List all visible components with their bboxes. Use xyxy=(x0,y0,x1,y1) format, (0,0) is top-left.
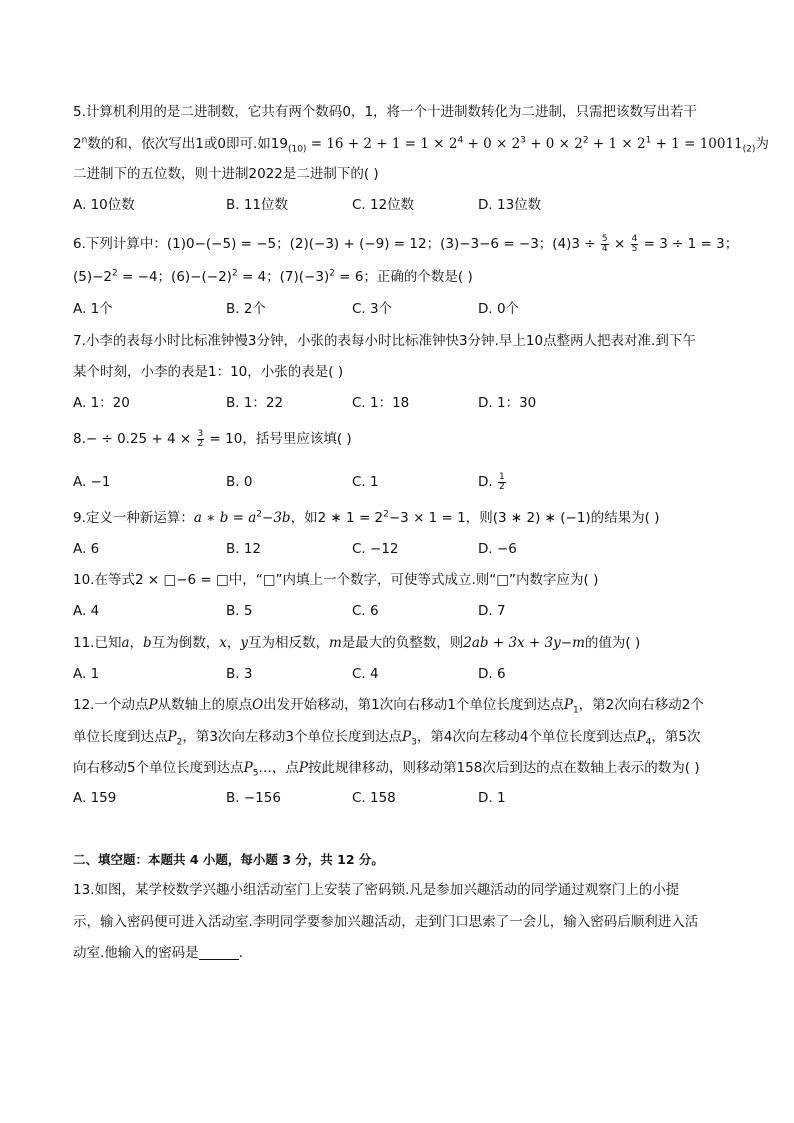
subscript: 5 xyxy=(252,768,259,779)
superscript: 2 xyxy=(256,509,263,520)
text: 8.− ÷ 0.25 + 4 × xyxy=(73,431,196,447)
text: 数的和，依次写出1或0即可.如19 xyxy=(87,136,288,152)
q5-line-1: 5.计算机利用的是二进制数，它共有两个数码0，1，将一个十进制数转化为二进制，只需把该数写出若干 xyxy=(73,104,698,120)
subscript: 3 xyxy=(411,737,417,748)
option-a: A. 4 xyxy=(73,603,100,619)
q12-options xyxy=(73,788,753,808)
text: 9.定义一种新运算： xyxy=(73,510,194,526)
variable: P xyxy=(402,729,412,745)
superscript: 2 xyxy=(383,509,389,520)
q13-line-3 xyxy=(73,943,734,963)
variable: P xyxy=(563,697,573,713)
denominator: 2 xyxy=(197,438,204,449)
variable: m xyxy=(328,635,342,651)
numerator: 4 xyxy=(631,233,638,244)
q12-line-1 xyxy=(73,695,734,715)
text: × xyxy=(609,236,630,252)
text: 互为相反数， xyxy=(247,635,329,651)
q10-options xyxy=(73,601,753,621)
variable: x xyxy=(219,635,227,651)
text: = 4；(7)(−3) xyxy=(237,269,330,285)
subscript: (2) xyxy=(742,144,756,155)
subscript: 1 xyxy=(572,705,579,716)
q6-options xyxy=(73,299,753,319)
variable: P xyxy=(298,760,309,776)
q11-line-1 xyxy=(73,633,734,653)
text: 6.下列计算中：(1)0−(−5) = −5；(2)(−3) + (−9) = 12；(3)−3−6 = −3；(4)3 ÷ xyxy=(73,236,600,252)
q8-line-1 xyxy=(73,429,734,449)
math: −3b xyxy=(262,510,291,526)
fraction xyxy=(631,235,639,254)
option-b: B. 12 xyxy=(226,541,262,557)
text: 出发开始移动，第1次向右移动1个单位长度到达点 xyxy=(263,697,564,713)
option-c: C. −12 xyxy=(352,541,399,557)
option-d: D. −6 xyxy=(478,541,517,557)
q10-line-1: 10.在等式2 × □−6 = □中，“□”内填上一个数字，可使等式成立.则“□”内数字应为( ) xyxy=(73,572,599,588)
option-b: B. 2个 xyxy=(226,301,266,317)
text: = 3 ÷ 1 = 3； xyxy=(639,236,739,252)
denominator: 2 xyxy=(498,481,505,492)
q12-line-3 xyxy=(73,758,734,778)
superscript: 2 xyxy=(231,268,238,279)
fraction xyxy=(197,430,205,449)
math: = 16 + 2 + 1 = 1 × 2 xyxy=(306,136,458,152)
text: 2 xyxy=(73,136,82,152)
text: 动室.他输入的密码是 xyxy=(73,945,199,961)
superscript: 2 xyxy=(582,135,589,146)
option-b: B. 3 xyxy=(226,666,253,682)
option-d xyxy=(478,472,507,492)
math: + 0 × 2 xyxy=(525,136,583,152)
math: 2ab + 3x + 3y−m xyxy=(463,635,585,651)
variable: P xyxy=(243,760,253,776)
option-c: C. 6 xyxy=(352,603,379,619)
answer-blank xyxy=(199,945,239,960)
numerator: 1 xyxy=(498,471,505,482)
option-d: D. 1：30 xyxy=(478,395,537,411)
text: 12.一个动点 xyxy=(73,697,149,713)
option-c: C. 158 xyxy=(352,790,396,806)
text: 11.已知 xyxy=(73,635,122,651)
section-heading-fill-in: 二、填空题：本题共 4 小题，每小题 3 分，共 12 分。 xyxy=(73,852,384,867)
text: −3 × 1 = 1，则(3 ∗ 2) ∗ (−1)的结果为( ) xyxy=(388,510,660,526)
math: + 1 = 10011 xyxy=(651,136,743,152)
superscript: 1 xyxy=(645,135,652,146)
text: = −4；(6)−(−2) xyxy=(117,269,232,285)
numerator: 3 xyxy=(197,428,204,439)
text: …，点 xyxy=(258,760,299,776)
q12-line-2 xyxy=(73,727,734,747)
variable: b xyxy=(143,635,152,651)
text: ，如2 ∗ 1 = 2 xyxy=(290,510,384,526)
text: = 10，括号里应该填( ) xyxy=(205,431,352,447)
numerator: 5 xyxy=(601,233,608,244)
text: ，第2次向右移动2个 xyxy=(578,697,704,713)
math: + 1 × 2 xyxy=(588,136,646,152)
text: 的值为( ) xyxy=(584,635,641,651)
text: 为 xyxy=(755,136,769,152)
subscript: 4 xyxy=(645,737,652,748)
option-d: D. 1 xyxy=(478,790,506,806)
option-d: D. 6 xyxy=(478,666,506,682)
q13-line-1: 13.如图，某学校数学兴趣小组活动室门上安装了密码锁.凡是参加兴趣活动的同学通过观察门上的小提 xyxy=(73,882,680,898)
option-a: A. 1 xyxy=(73,666,100,682)
variable: O xyxy=(252,697,264,713)
option-b: B. 5 xyxy=(226,603,253,619)
variable: P xyxy=(148,697,158,713)
q6-line-1 xyxy=(73,233,739,254)
text: . xyxy=(238,945,244,961)
q7-options xyxy=(73,393,753,413)
option-c: C. 1：18 xyxy=(352,395,410,411)
q5-line-2 xyxy=(73,134,769,155)
text: 是最大的负整数，则 xyxy=(341,635,464,651)
q13-line-2: 示，输入密码便可进入活动室.李明同学要参加兴趣活动，走到门口思索了一会儿，输入密码后顺利进入活 xyxy=(73,914,699,930)
option-a: A. 6 xyxy=(73,541,100,557)
math: + 0 × 2 xyxy=(463,136,521,152)
superscript: n xyxy=(81,135,88,146)
q5-options xyxy=(73,195,753,215)
text: 互为倒数， xyxy=(151,635,220,651)
fraction xyxy=(601,235,609,254)
variable: a xyxy=(121,635,130,651)
text: (5)−2 xyxy=(73,269,113,285)
text: 单位长度到达点 xyxy=(73,729,168,745)
option-b: B. −156 xyxy=(226,790,281,806)
text: ，第3次向左移动3个单位长度到达点 xyxy=(182,729,403,745)
option-b: B. 0 xyxy=(226,474,253,490)
option-c: C. 3个 xyxy=(352,301,393,317)
option-a: A. 159 xyxy=(73,790,117,806)
option-b: B. 1：22 xyxy=(226,395,284,411)
superscript: 2 xyxy=(112,268,118,279)
q5-line-3: 二进制下的五位数，则十进制2022是二进制下的( ) xyxy=(73,166,379,182)
subscript: 2 xyxy=(176,737,183,748)
option-a: A. 1：20 xyxy=(73,395,130,411)
q9-options xyxy=(73,539,753,559)
q7-line-2: 某个时刻，小李的表是1：10，小张的表是( ) xyxy=(73,364,344,380)
variable: y xyxy=(240,635,248,651)
option-c: C. 12位数 xyxy=(352,197,415,213)
q8-options xyxy=(73,472,753,492)
text: ， xyxy=(226,635,241,651)
math: a ∗ b = a xyxy=(193,510,257,526)
option-d: D. 13位数 xyxy=(478,197,542,213)
variable: P xyxy=(167,729,177,745)
fraction xyxy=(498,473,506,492)
option-d-label: D. xyxy=(478,474,497,490)
option-a: A. 1个 xyxy=(73,301,113,317)
q9-line-1 xyxy=(73,508,734,528)
superscript: 3 xyxy=(520,135,526,146)
text: ， xyxy=(129,635,144,651)
q7-line-1: 7.小李的表每小时比标准钟慢3分钟，小张的表每小时比标准钟快3分钟.早上10点整两人把表对准.到下午 xyxy=(73,333,696,349)
text: = 6；正确的个数是( ) xyxy=(334,269,473,285)
text: 从数轴上的原点 xyxy=(157,697,253,713)
option-a: A. −1 xyxy=(73,474,111,490)
q6-line-2 xyxy=(73,267,734,287)
superscript: 2 xyxy=(329,268,335,279)
denominator: 5 xyxy=(631,243,638,254)
text: 按此规律移动，则移动第158次后到达的点在数轴上表示的数为( ) xyxy=(308,760,700,776)
denominator: 4 xyxy=(601,243,608,254)
subscript: (10) xyxy=(287,144,307,155)
q11-options xyxy=(73,664,753,684)
variable: P xyxy=(636,729,646,745)
option-d: D. 0个 xyxy=(478,301,520,317)
superscript: 4 xyxy=(457,135,464,146)
text: 向右移动5个单位长度到达点 xyxy=(73,760,244,776)
option-a: A. 10位数 xyxy=(73,197,135,213)
option-d: D. 7 xyxy=(478,603,506,619)
option-c: C. 4 xyxy=(352,666,379,682)
option-b: B. 11位数 xyxy=(226,197,289,213)
text: ，第5次 xyxy=(651,729,701,745)
text: ，第4次向左移动4个单位长度到达点 xyxy=(416,729,637,745)
option-c: C. 1 xyxy=(352,474,379,490)
